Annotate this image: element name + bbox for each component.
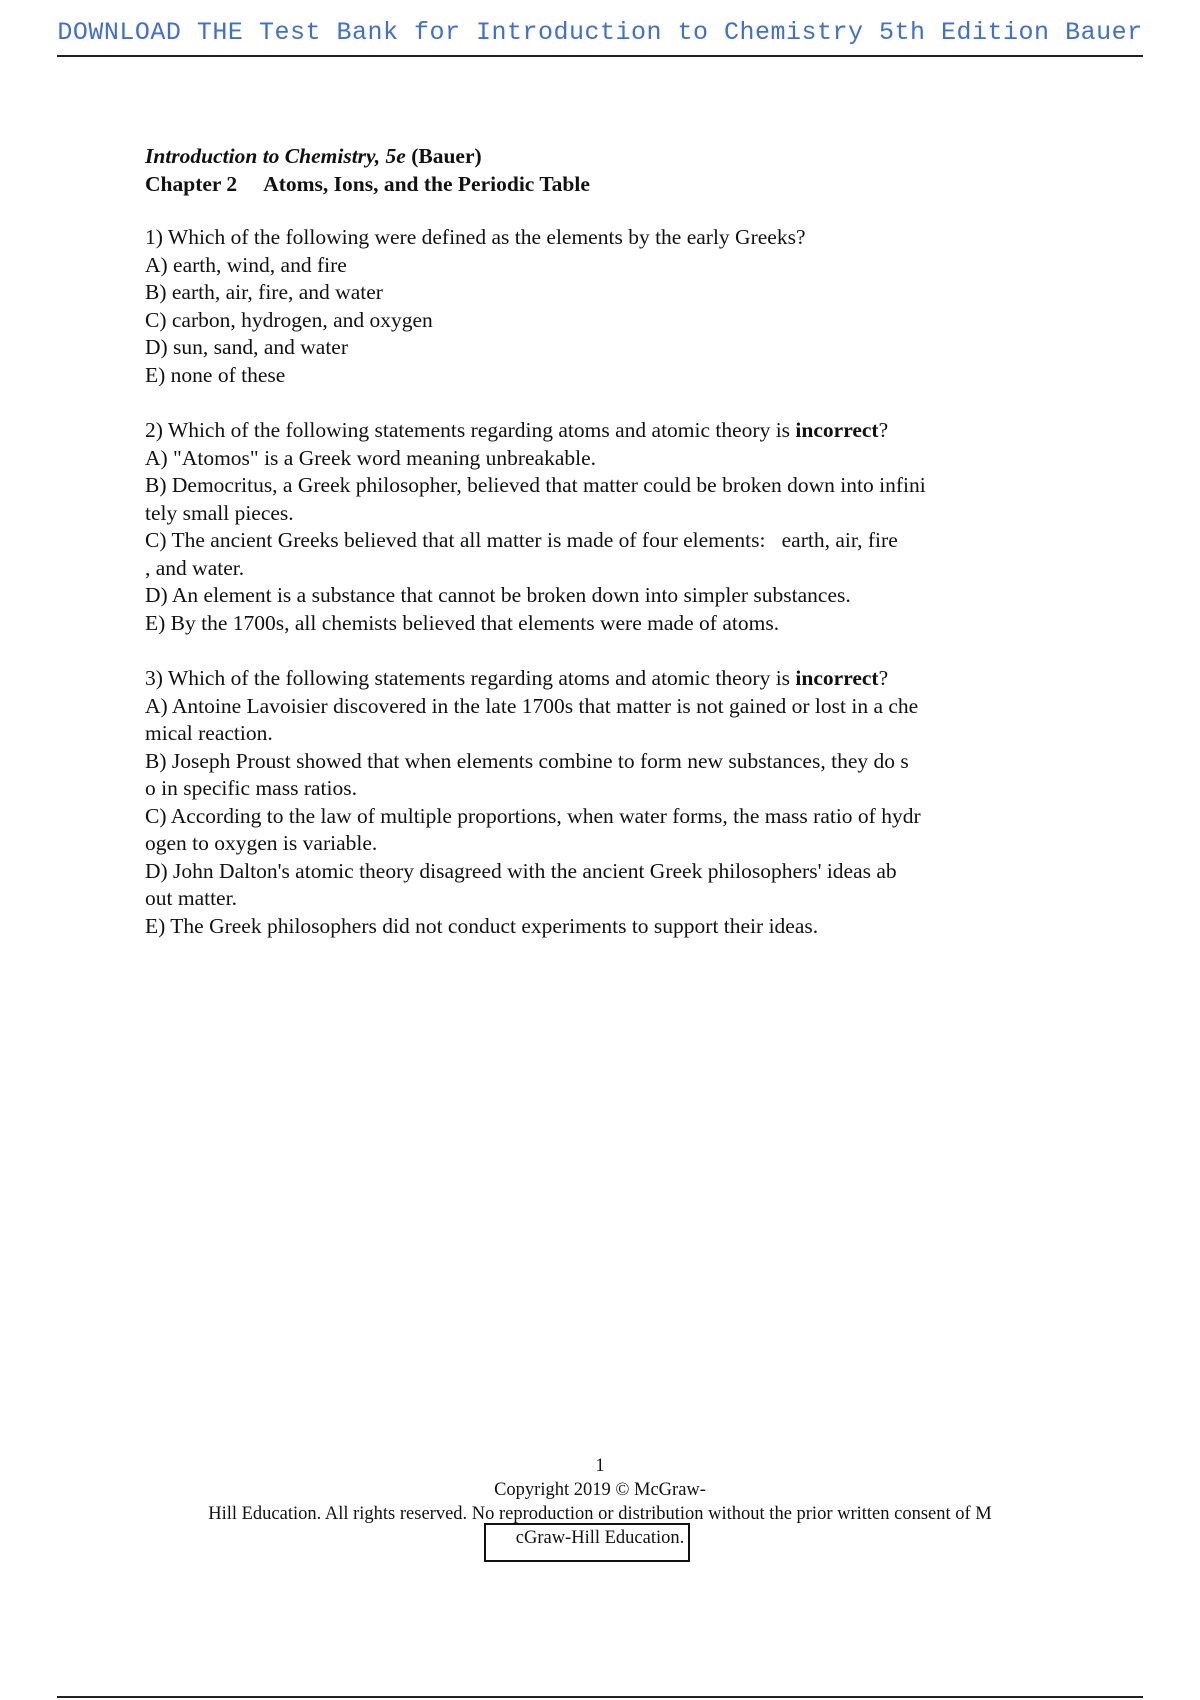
stem-text: 2) Which of the following statements regarding atoms and atomic theory is [145,418,796,442]
book-title [145,143,1075,171]
option-line: D) sun, sand, and water [145,335,349,359]
option-line: E) none of these [145,362,286,387]
book-title-author: (Bauer) [405,144,482,168]
option-line: A) earth, wind, and fire [145,252,347,277]
option-line: , and water. [145,555,245,580]
option-line: out matter. [145,886,237,910]
option-line: B) earth, air, fire, and water [145,280,383,304]
chapter-number: Chapter 2 [145,171,238,196]
question-1 [145,224,1075,389]
copyright-line: Copyright 2019 © McGraw- [494,1480,706,1500]
bottom-divider [57,1696,1143,1698]
option-line: A) "Atomos" is a Greek word meaning unbreakable. [145,445,597,470]
question-2 [145,417,1075,637]
download-banner-link[interactable]: DOWNLOAD THE Test Bank for Introduction to Chemistry 5th Edition Bauer [57,18,1143,47]
option-line: E) By the 1700s, all chemists believed that elements were made of atoms. [145,610,780,635]
annotation-box [484,1523,690,1562]
option-line: C) carbon, hydrogen, and oxygen [145,307,433,332]
document-body [145,143,1075,968]
option-line: D) John Dalton's atomic theory disagreed with the ancient Greek philosophers' ideas ab [145,858,897,883]
option-line: C) According to the law of multiple proportions, when water forms, the mass ratio of hydr [145,803,921,828]
option-line: o in specific mass ratios. [145,776,357,800]
question-stem [145,224,1075,252]
stem-text: 3) Which of the following statements regarding atoms and atomic theory is [145,666,796,690]
top-divider [57,55,1143,57]
option-line: C) The ancient Greeks believed that all matter is made of four elements: earth, air, fire [145,528,898,552]
option-line: D) An element is a substance that cannot be broken down into simpler substances. [145,583,851,607]
option-line: B) Democritus, a Greek philosopher, believed that matter could be broken down into infini [145,473,926,497]
stem-text: 1) Which of the following were defined as the elements by the early Greeks? [145,225,806,249]
question-stem [145,665,1075,693]
book-title-italic: Introduction to Chemistry, 5e [145,144,406,168]
question-stem [145,417,1075,445]
stem-end: ? [878,418,889,442]
copyright-line: cGraw-Hill Education. [515,1528,685,1548]
chapter-heading [145,171,1075,199]
option-line: A) Antoine Lavoisier discovered in the late 1700s that matter is not gained or lost in a che [145,693,919,718]
copyright-line: Hill Education. All rights reserved. No reproduction or distribution without the prior written consent of M [208,1504,992,1524]
option-line: mical reaction. [145,721,273,745]
stem-bold: incorrect [795,666,879,690]
option-line: B) Joseph Proust showed that when elements combine to form new substances, they do s [145,748,909,773]
stem-end: ? [878,666,889,690]
stem-bold: incorrect [795,418,879,442]
option-line: tely small pieces. [145,500,294,525]
question-3 [145,665,1075,940]
option-line: E) The Greek philosophers did not conduct experiments to support their ideas. [145,913,819,938]
page-number: 1 [595,1456,605,1476]
chapter-title: Atoms, Ions, and the Periodic Table [263,171,590,196]
option-line: ogen to oxygen is variable. [145,831,378,855]
